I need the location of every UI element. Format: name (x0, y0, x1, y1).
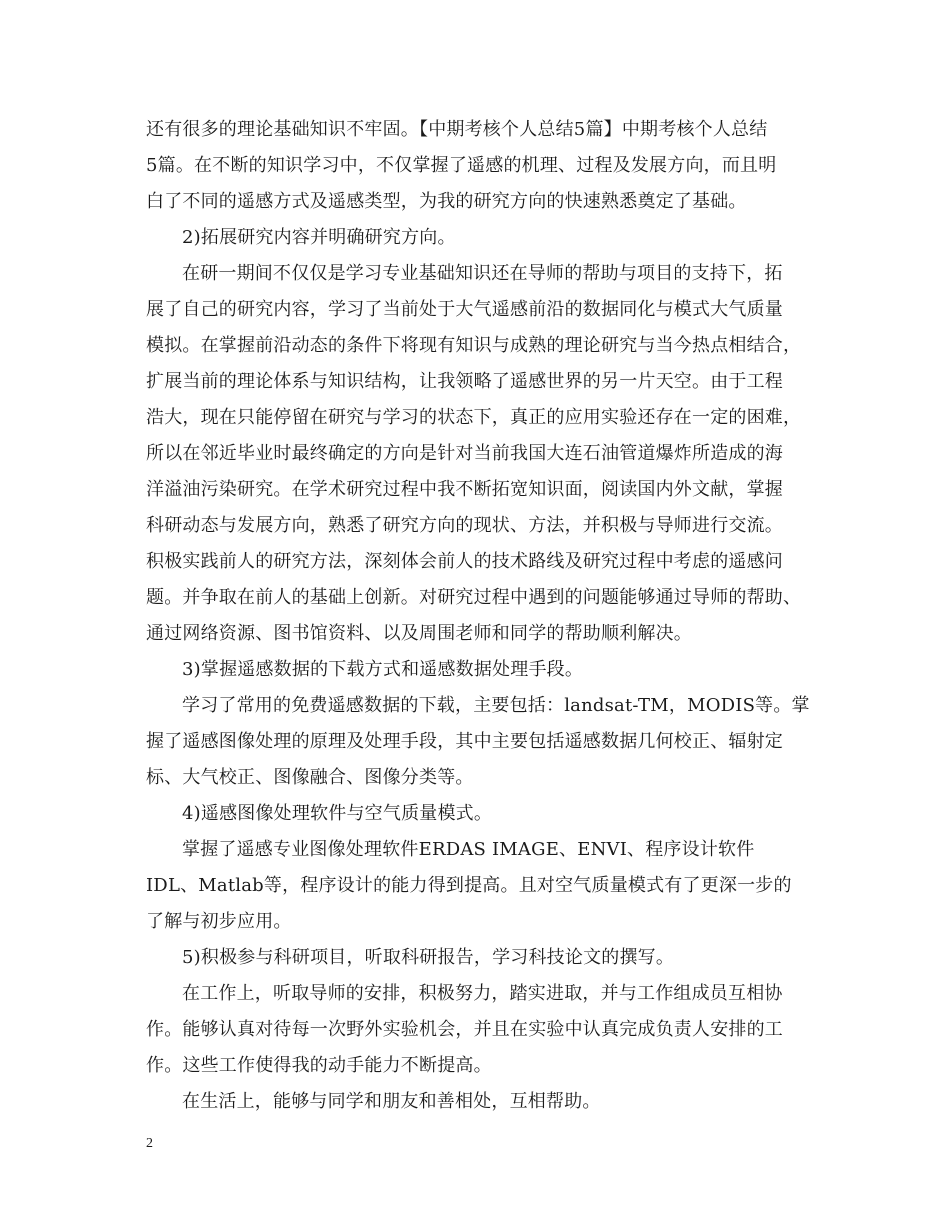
text-line: 白了不同的遥感方式及遥感类型，为我的研究方向的快速熟悉奠定了基础。 (146, 191, 747, 212)
text-line: 在研一期间不仅仅是学习专业基础知识还在导师的帮助与项目的支持下，拓 (182, 263, 783, 284)
text-line: 标、大气校正、图像融合、图像分类等。 (146, 767, 474, 788)
text-line: 作。这些工作使得我的动手能力不断提高。 (146, 1055, 492, 1076)
section-heading: 4)遥感图像处理软件与空气质量模式。 (182, 803, 493, 824)
text-line: 扩展当前的理论体系与知识结构，让我领略了遥感世界的另一片天空。由于工程 (146, 371, 783, 392)
text-line: 在生活上，能够与同学和朋友和善相处，互相帮助。 (182, 1091, 601, 1112)
section-heading: 3)掌握遥感数据的下载方式和遥感数据处理手段。 (182, 659, 584, 680)
section-heading: 2)拓展研究内容并明确研究方向。 (182, 227, 456, 248)
text-line: 科研动态与发展方向，熟悉了研究方向的现状、方法，并积极与导师进行交流。 (146, 515, 783, 536)
text-line: 模拟。在掌握前沿动态的条件下将现有知识与成熟的理论研究与当今热点相结合， (146, 335, 802, 356)
text-line: IDL、Matlab等，程序设计的能力得到提高。且对空气质量模式有了更深一步的 (146, 875, 792, 896)
text-line: 题。并争取在前人的基础上创新。对研究过程中遇到的问题能够通过导师的帮助、 (146, 587, 802, 608)
section-heading: 5)积极参与科研项目，听取科研报告，学习科技论文的撰写。 (182, 947, 675, 968)
text-line: 掌握了遥感专业图像处理软件ERDAS IMAGE、ENVI、程序设计软件 (182, 839, 755, 860)
text-line: 在工作上，听取导师的安排，积极努力，踏实进取，并与工作组成员互相协 (182, 983, 783, 1004)
text-line: 洋溢油污染研究。在学术研究过程中我不断拓宽知识面，阅读国内外文献，掌握 (146, 479, 783, 500)
text-line: 5篇。在不断的知识学习中，不仅掌握了遥感的机理、过程及发展方向，而且明 (146, 155, 777, 176)
text-line: 展了自己的研究内容，学习了当前处于大气遥感前沿的数据同化与模式大气质量 (146, 299, 783, 320)
text-line: 还有很多的理论基础知识不牢固。【中期考核个人总结5篇】中期考核个人总结 (146, 119, 768, 140)
text-line: 所以在邻近毕业时最终确定的方向是针对当前我国大连石油管道爆炸所造成的海 (146, 443, 783, 464)
text-line: 通过网络资源、图书馆资料、以及周围老师和同学的帮助顺利解决。 (146, 623, 692, 644)
page-number: 2 (146, 1136, 153, 1151)
text-line: 浩大，现在只能停留在研究与学习的状态下，真正的应用实验还存在一定的困难， (146, 407, 802, 428)
text-line: 作。能够认真对待每一次野外实验机会，并且在实验中认真完成负责人安排的工 (146, 1019, 783, 1040)
text-line: 握了遥感图像处理的原理及处理手段，其中主要包括遥感数据几何校正、辐射定 (146, 731, 783, 752)
text-line: 了解与初步应用。 (146, 911, 292, 932)
text-line: 积极实践前人的研究方法，深刻体会前人的技术路线及研究过程中考虑的遥感问 (146, 551, 783, 572)
text-line: 学习了常用的免费遥感数据的下载，主要包括：landsat-TM，MODIS等。掌 (182, 695, 810, 716)
